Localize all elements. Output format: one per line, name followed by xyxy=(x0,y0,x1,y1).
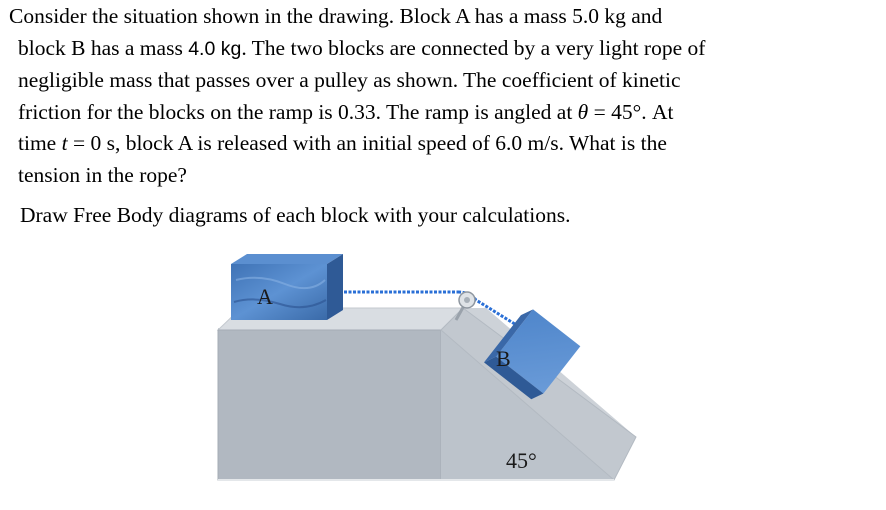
problem-line-4: friction for the blocks on the ramp is 0.33. The ramp is angled at θ = 45°. At xyxy=(18,99,674,124)
problem-line-2: block B has a mass 4.0 kg. The two blocks are connected by a very light rope of xyxy=(18,35,706,60)
problem-statement xyxy=(9,1,881,192)
block-a xyxy=(231,254,343,320)
theta-symbol: θ xyxy=(577,99,589,124)
block-a-label: A xyxy=(257,284,273,309)
problem-line-1: Consider the situation shown in the drawing. Block A has a mass 5.0 kg and xyxy=(9,4,663,28)
table-and-ramp xyxy=(218,308,636,480)
time-symbol: t xyxy=(61,131,68,156)
block-b-label: B xyxy=(496,346,511,371)
mass-b-value: 4.0 kg xyxy=(188,37,242,60)
problem-line-3: negligible mass that passes over a pulley as shown. The coefficient of kinetic xyxy=(18,68,681,93)
ramp-figure xyxy=(0,240,886,510)
instruction-text: Draw Free Body diagrams of each block with your calculations. xyxy=(20,203,571,227)
angle-label: 45° xyxy=(506,448,537,473)
problem-line-6: tension in the rope? xyxy=(18,162,187,187)
problem-line-5: time t = 0 s, block A is released with an initial speed of 6.0 m/s. What is the xyxy=(18,131,667,156)
